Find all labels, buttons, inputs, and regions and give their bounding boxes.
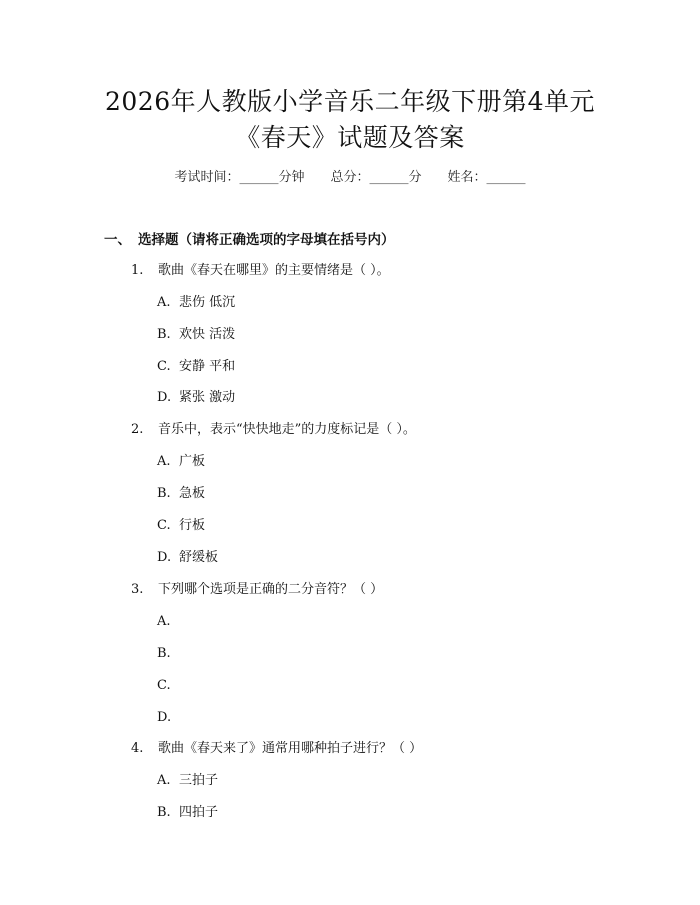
question-2-option-a xyxy=(157,452,205,472)
exam-time-unit: 分钟 xyxy=(278,170,305,185)
student-name-label: 姓名： xyxy=(447,170,487,185)
option-text: 悲伤 低沉 xyxy=(179,295,236,310)
option-text: 舒缓板 xyxy=(179,550,219,565)
option-text: 三拍子 xyxy=(179,773,219,788)
option-text: 欢快 活泼 xyxy=(179,327,236,342)
question-text: 歌曲《春天来了》通常用哪种拍子进行？（ ） xyxy=(158,741,423,756)
section-number: 一、 xyxy=(104,232,131,248)
question-1-option-c xyxy=(157,357,235,377)
option-letter: B. xyxy=(157,805,171,820)
question-1 xyxy=(131,261,390,281)
total-score-label: 总分： xyxy=(330,170,370,185)
total-score-blank: ______ xyxy=(369,170,409,185)
question-1-option-b xyxy=(157,325,235,345)
option-letter: A. xyxy=(157,454,171,469)
question-text: 下列哪个选项是正确的二分音符？（ ） xyxy=(158,582,384,597)
option-text: 急板 xyxy=(179,486,206,501)
option-text: 行板 xyxy=(179,518,206,533)
option-letter: B. xyxy=(157,327,171,342)
question-2-option-c xyxy=(157,516,205,536)
option-letter: B. xyxy=(157,486,171,501)
question-number: 2. xyxy=(131,422,144,437)
question-3 xyxy=(131,580,383,600)
exam-time-blank: ______ xyxy=(239,170,279,185)
question-1-option-a xyxy=(157,293,235,313)
option-letter: A. xyxy=(157,295,171,310)
question-text: 歌曲《春天在哪里》的主要情绪是（ ）。 xyxy=(158,263,390,278)
question-number: 4. xyxy=(131,741,144,756)
exam-time-label: 考试时间： xyxy=(174,170,240,185)
document-title-line-1: 2026年人教版小学音乐二年级下册第4单元 xyxy=(104,87,596,116)
option-letter: D. xyxy=(157,710,172,725)
exam-info-row xyxy=(0,168,700,188)
option-letter: C. xyxy=(157,518,171,533)
question-3-option-c xyxy=(157,676,179,696)
question-4 xyxy=(131,739,422,759)
document-title-line-2: 《春天》试题及答案 xyxy=(235,123,465,152)
option-letter: D. xyxy=(157,390,172,405)
question-3-option-d xyxy=(157,708,179,728)
question-1-option-d xyxy=(157,388,235,408)
question-number: 3. xyxy=(131,582,144,597)
option-text: 四拍子 xyxy=(179,805,219,820)
question-3-option-b xyxy=(157,644,179,664)
option-text: 紧张 激动 xyxy=(179,390,236,405)
option-letter: A. xyxy=(157,773,171,788)
question-3-option-a xyxy=(157,612,179,632)
question-4-option-a xyxy=(157,771,218,791)
question-4-option-b xyxy=(157,803,218,823)
option-letter: C. xyxy=(157,678,171,693)
question-2 xyxy=(131,420,416,440)
section-header xyxy=(104,230,395,250)
question-2-option-d xyxy=(157,548,218,568)
option-letter: A. xyxy=(157,614,171,629)
section-title: 选择题（请将正确选项的字母填在括号内） xyxy=(138,232,395,248)
option-letter: D. xyxy=(157,550,172,565)
option-text: 安静 平和 xyxy=(179,359,236,374)
question-2-option-b xyxy=(157,484,205,504)
total-score-unit: 分 xyxy=(408,170,422,185)
question-number: 1. xyxy=(131,263,144,278)
option-letter: C. xyxy=(157,359,171,374)
option-text: 广板 xyxy=(179,454,206,469)
question-text: 音乐中，表示“快快地走”的力度标记是（ ）。 xyxy=(158,422,416,437)
option-letter: B. xyxy=(157,646,171,661)
student-name-blank: ______ xyxy=(486,170,526,185)
